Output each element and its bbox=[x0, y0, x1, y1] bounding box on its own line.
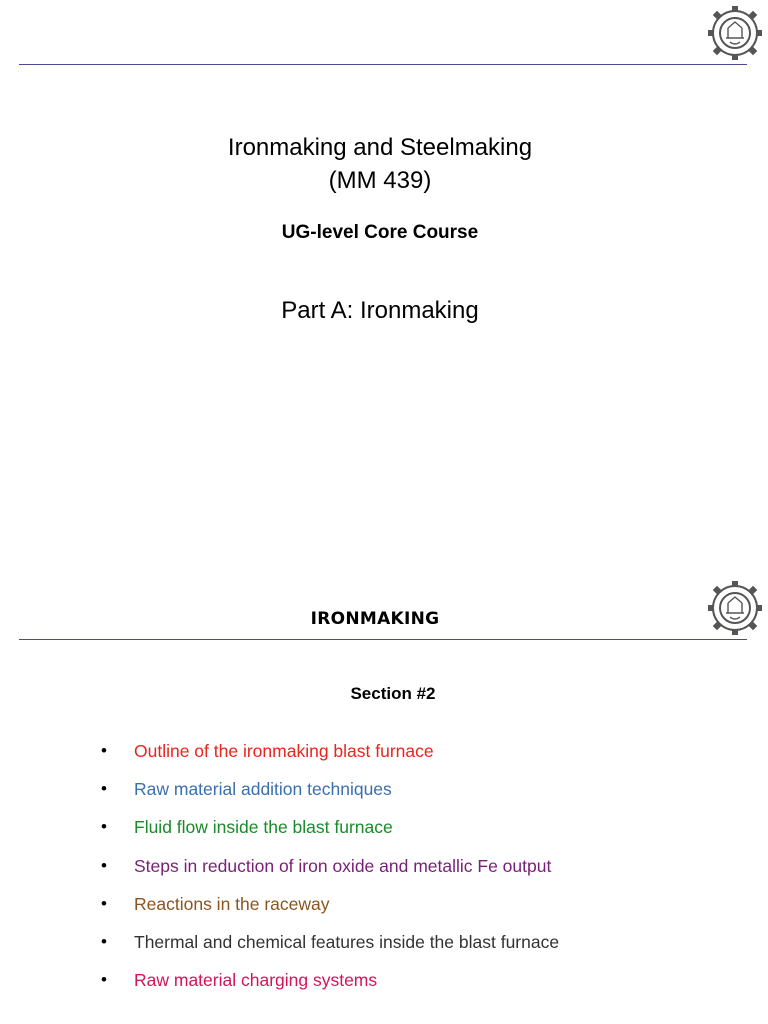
course-title: Ironmaking and Steelmaking bbox=[227, 134, 533, 161]
topic-text: Raw material charging systems bbox=[134, 970, 378, 991]
topic-text: Raw material addition techniques bbox=[134, 779, 392, 800]
slide-section bbox=[0, 512, 768, 1024]
bullet-icon: • bbox=[101, 741, 107, 760]
institute-logo-icon bbox=[704, 2, 766, 64]
bullet-icon: • bbox=[101, 893, 107, 913]
header-rule bbox=[19, 639, 747, 640]
list-item bbox=[0, 855, 768, 893]
topic-text: Reactions in the raceway bbox=[134, 893, 330, 914]
list-item bbox=[0, 816, 768, 854]
part-heading: Part A: Ironmaking bbox=[281, 297, 479, 324]
course-level: UG-level Core Course bbox=[281, 222, 479, 243]
list-item bbox=[0, 969, 768, 1007]
topic-text: Steps in reduction of iron oxide and metallic Fe output bbox=[134, 855, 552, 876]
topic-text: Outline of the ironmaking blast furnace bbox=[134, 741, 434, 761]
list-item bbox=[0, 778, 768, 816]
list-item bbox=[0, 893, 768, 931]
institute-logo-icon bbox=[704, 577, 766, 639]
bullet-icon: • bbox=[101, 855, 107, 875]
slide-heading: IRONMAKING bbox=[310, 609, 440, 629]
topic-list bbox=[0, 740, 768, 1007]
bullet-icon: • bbox=[101, 931, 107, 951]
bullet-icon: • bbox=[101, 779, 107, 799]
course-code: (MM 439) bbox=[328, 167, 432, 194]
topic-text: Fluid flow inside the blast furnace bbox=[134, 817, 393, 838]
topic-text: Thermal and chemical features inside the blast furnace bbox=[134, 931, 560, 952]
bullet-icon: • bbox=[101, 817, 107, 837]
list-item bbox=[0, 931, 768, 969]
header-rule bbox=[19, 64, 747, 65]
list-item bbox=[0, 740, 768, 778]
bullet-icon: • bbox=[101, 970, 107, 990]
section-label: Section #2 bbox=[350, 684, 436, 703]
